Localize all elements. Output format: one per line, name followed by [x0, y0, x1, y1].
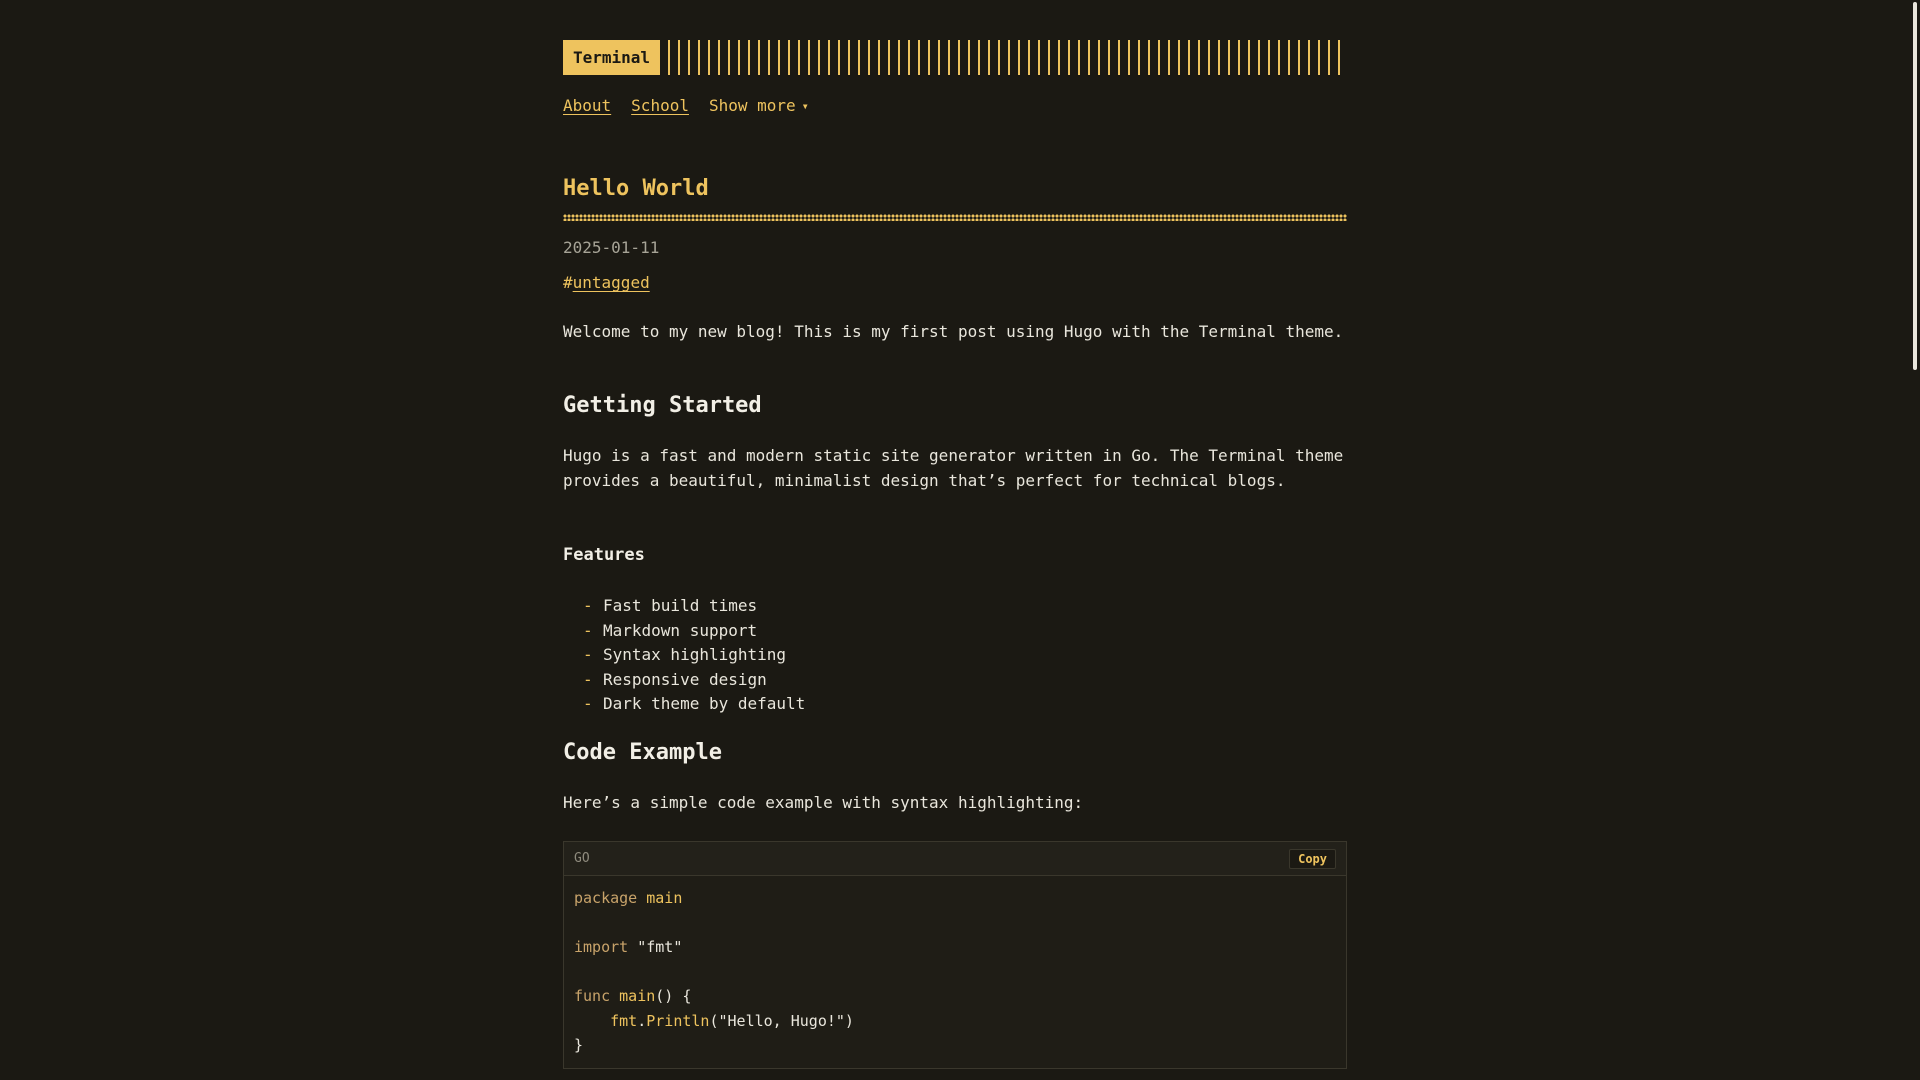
list-dash: - [583, 694, 593, 713]
heading-code-example: Code Example [563, 740, 722, 765]
list-item [583, 643, 805, 668]
code-token: Println [646, 1011, 710, 1030]
site-header [563, 40, 1347, 75]
code-token: main [646, 889, 683, 907]
code-token: import [574, 938, 629, 956]
list-item-text: Syntax highlighting [603, 645, 787, 664]
post-tags [563, 273, 650, 292]
heading-getting-started: Getting Started [563, 393, 762, 418]
code-block [563, 841, 1347, 1069]
intro-paragraph: Welcome to my new blog! This is my first post using Hugo with the Terminal theme. [563, 322, 1344, 341]
code-token: . [637, 1011, 647, 1030]
list-dash: - [583, 669, 593, 689]
tag-hash: # [563, 273, 573, 292]
main-nav [563, 96, 809, 115]
code-token: package [574, 889, 638, 907]
code-token: fmt [610, 1011, 638, 1030]
getting-started-paragraph: Hugo is a fast and modern static site generator written in Go. The Terminal theme provides a beautiful, minimalist design that’s perfect for technical blogs. [563, 446, 1344, 490]
features-list [583, 594, 805, 717]
code-block-header [564, 842, 1346, 876]
list-item [583, 668, 805, 693]
code-token: main [619, 987, 656, 1005]
nav-link-about[interactable]: About [563, 96, 612, 115]
list-item-text: Responsive design [603, 669, 767, 689]
heading-features: Features [563, 545, 645, 565]
post-date: 2025-01-11 [563, 238, 660, 257]
list-item [583, 692, 805, 717]
code-language-label: GO [574, 851, 590, 866]
list-dash: - [583, 620, 593, 640]
scrollbar-thumb[interactable] [1913, 2, 1917, 370]
code-token: () { [655, 987, 692, 1005]
list-item-text: Dark theme by default [603, 694, 806, 713]
code-intro-paragraph: Here’s a simple code example with syntax highlighting: [563, 793, 1084, 812]
list-item-text: Fast build times [603, 596, 758, 615]
copy-button[interactable]: Copy [1289, 849, 1336, 869]
list-item [583, 594, 805, 619]
code-token: ("Hello, Hugo!") [709, 1011, 854, 1030]
nav-link-school[interactable]: School [631, 96, 689, 115]
code-token: func [574, 987, 611, 1005]
show-more-menu[interactable] [709, 96, 809, 115]
code-content[interactable] [564, 876, 1346, 1068]
list-dash: - [583, 596, 593, 615]
logo-bars-decoration [668, 40, 1347, 75]
site-logo[interactable]: Terminal [563, 40, 660, 75]
show-more-label: Show more [708, 96, 796, 115]
list-item-text: Markdown support [603, 620, 758, 640]
scrollbar[interactable] [1910, 0, 1920, 1080]
post-title[interactable]: Hello World [563, 176, 709, 201]
tag-link-untagged[interactable]: untagged [572, 273, 650, 292]
code-token: } [574, 1036, 584, 1054]
code-token: "fmt" [637, 938, 683, 956]
list-dash: - [583, 645, 593, 664]
caret-down-icon: ▾ [801, 98, 809, 113]
title-dotted-rule [563, 214, 1347, 221]
list-item [583, 619, 805, 644]
